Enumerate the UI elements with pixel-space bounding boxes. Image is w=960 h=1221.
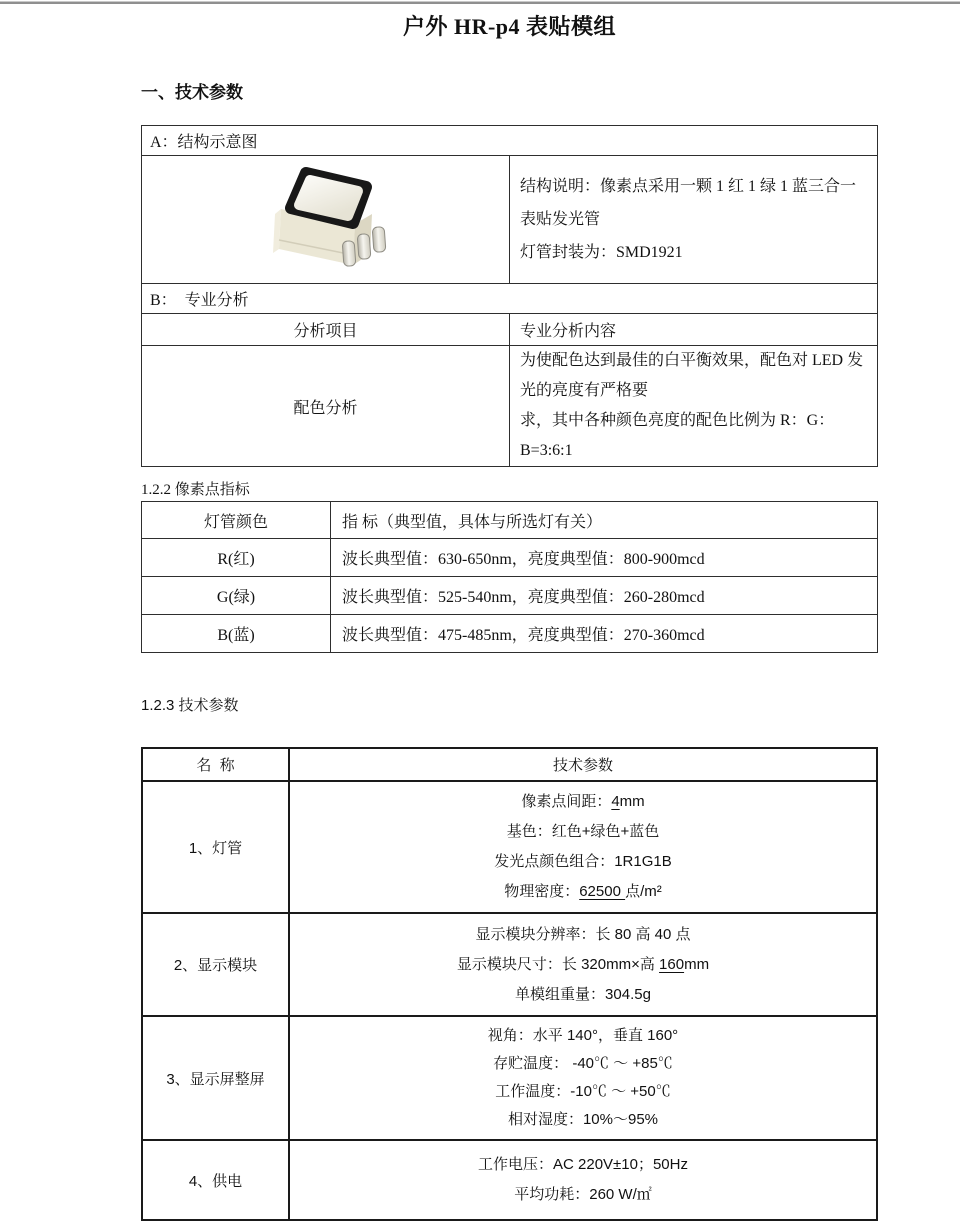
parameter-line <box>298 1078 868 1106</box>
tech-parameters-table <box>141 747 878 1221</box>
parameter-line <box>298 817 868 847</box>
text-segment: 发光点颜色组合：1R1G1B <box>494 853 672 870</box>
text-segment: 工作温度：-10℃ ～ +50℃ <box>495 1083 671 1100</box>
structure-description-cell <box>510 156 878 284</box>
structure-analysis-table <box>141 125 878 467</box>
text-segment: 视角：水平 140°，垂直 160° <box>487 1027 679 1044</box>
text-segment: 基色：红色+绿色+蓝色 <box>506 823 660 840</box>
spec-value-cell: 波长典型值：630-650nm，亮度典型值：800-900mcd <box>331 539 878 577</box>
document-title: 户外 HR-p4 表贴模组 <box>402 14 617 39</box>
text-segment: 单模组重量：304.5g <box>515 985 651 1003</box>
text-segment: 存贮温度： -40℃ ～ +85℃ <box>493 1055 673 1072</box>
text-segment: 显示模块尺寸：长 320mm×高 <box>456 955 660 973</box>
pixel-spec-row <box>142 539 878 577</box>
parameter-group-name-cell: 1、灯管 <box>142 781 289 913</box>
structure-description-line2: 灯管封装为：SMD1921 <box>520 244 683 261</box>
parameter-values-cell <box>289 913 877 1016</box>
table-row <box>142 156 878 284</box>
lamp-color-cell: R(红) <box>142 539 331 577</box>
analysis-content-cell <box>510 346 878 467</box>
parameter-line <box>298 1106 868 1134</box>
table-row <box>142 284 878 314</box>
tech-parameter-row <box>142 913 877 1016</box>
text-segment: 点/m² <box>625 883 662 900</box>
text-segment: 相对湿度：10%～95% <box>507 1111 659 1128</box>
lamp-color-cell: G(绿) <box>142 577 331 615</box>
parameter-group-name-cell: 2、显示模块 <box>142 913 289 1016</box>
underlined-value: 160 <box>659 955 685 973</box>
structure-description-line1: 结构说明：像素点采用一颗 1 红 1 绿 1 蓝三合一表贴发光管 <box>520 178 857 228</box>
smd-led-package-render <box>251 161 401 273</box>
analysis-content-column-header: 专业分析内容 <box>510 314 878 346</box>
lamp-color-column-header: 灯管颜色 <box>142 502 331 539</box>
text-segment: 物理密度： <box>504 883 580 900</box>
text-segment: 显示模块分辨率：长 80 高 40 点 <box>475 925 691 943</box>
parameter-line <box>298 1050 868 1078</box>
tech-parameter-row <box>142 781 877 913</box>
table-row <box>142 502 878 539</box>
text-segment: 工作电压：AC 220V±10；50Hz <box>478 1156 688 1173</box>
analysis-item-cell: 配色分析 <box>142 346 510 467</box>
table-row <box>142 126 878 156</box>
text-segment: mm <box>619 793 645 810</box>
spec-value-cell: 波长典型值：525-540nm，亮度典型值：260-280mcd <box>331 577 878 615</box>
text-segment: mm <box>684 955 710 973</box>
analysis-content-line1: 为使配色达到最佳的白平衡效果，配色对 LED 发光的亮度有严格要 <box>520 352 864 399</box>
parameter-values-cell <box>289 1016 877 1140</box>
pixel-spec-row <box>142 615 878 653</box>
parameter-line <box>298 980 868 1010</box>
parameter-values-cell <box>289 1140 877 1220</box>
subsection-heading-pixel-specs: 1.2.2 像素点指标 <box>141 482 250 498</box>
professional-analysis-header-cell: B： 专业分析 <box>142 284 878 314</box>
parameter-line <box>298 877 868 907</box>
text-segment: 平均功耗：260 W/㎡ <box>514 1186 652 1203</box>
tech-parameter-row <box>142 1140 877 1220</box>
text-segment: 像素点间距： <box>521 793 612 810</box>
table-row <box>142 748 877 781</box>
pixel-spec-row <box>142 577 878 615</box>
structure-diagram-header-cell: A：结构示意图 <box>142 126 878 156</box>
parameter-line <box>298 1022 868 1050</box>
parameter-values-cell <box>289 781 877 913</box>
subsection-heading-tech-parameters: 1.2.3 技术参数 <box>141 697 239 714</box>
spec-column-header: 指 标（典型值，具体与所选灯有关） <box>331 502 878 539</box>
section-heading-technical-parameters: 一、技术参数 <box>141 83 243 102</box>
name-column-header: 名 称 <box>142 748 289 781</box>
underlined-value: 62500 <box>579 883 626 900</box>
parameter-line <box>298 1150 868 1180</box>
parameter-line <box>298 847 868 877</box>
pixel-spec-table <box>141 501 878 653</box>
document-page <box>141 0 878 1221</box>
underlined-value: 4 <box>611 793 620 810</box>
led-image-cell <box>142 156 510 284</box>
analysis-item-column-header: 分析项目 <box>142 314 510 346</box>
analysis-content-line2: 求，其中各种颜色亮度的配色比例为 R：G：B=3:6:1 <box>520 412 835 459</box>
parameter-line <box>298 787 868 817</box>
table-row <box>142 346 878 467</box>
parameter-group-name-cell: 3、显示屏整屏 <box>142 1016 289 1140</box>
lamp-color-cell: B(蓝) <box>142 615 331 653</box>
spec-value-cell: 波长典型值：475-485nm，亮度典型值：270-360mcd <box>331 615 878 653</box>
parameter-line <box>298 1180 868 1210</box>
tech-parameter-column-header: 技术参数 <box>289 748 877 781</box>
parameter-group-name-cell: 4、供电 <box>142 1140 289 1220</box>
tech-parameter-row <box>142 1016 877 1140</box>
table-row <box>142 314 878 346</box>
parameter-line <box>298 920 868 950</box>
parameter-line <box>298 950 868 980</box>
